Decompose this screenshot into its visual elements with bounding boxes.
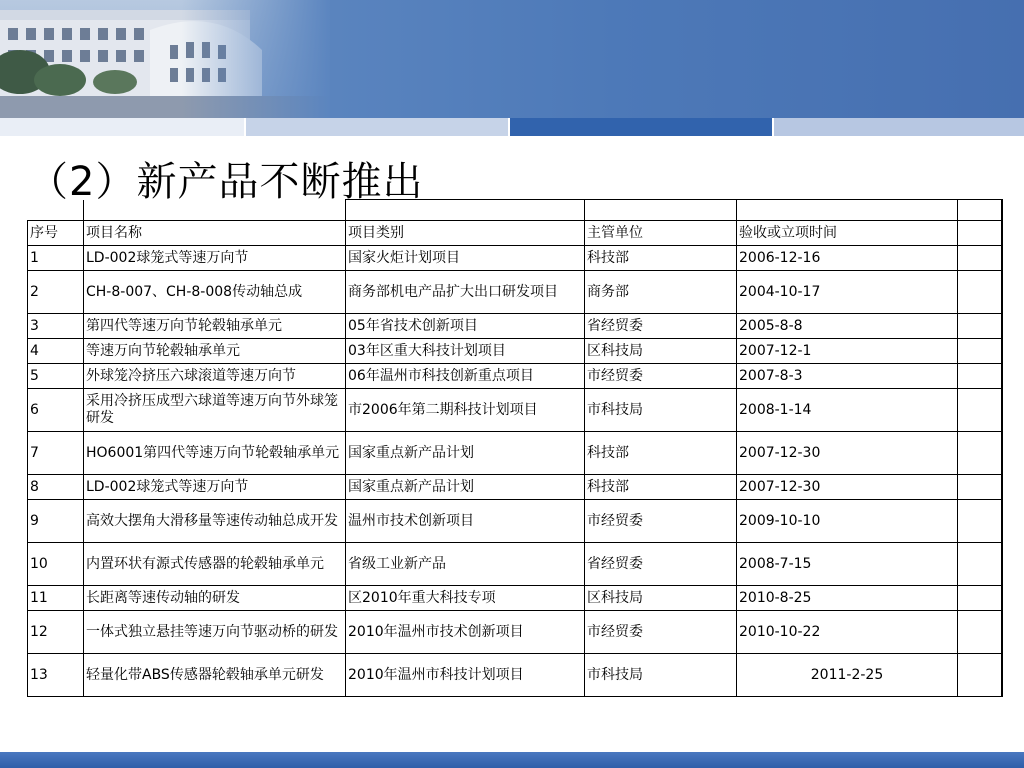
cell-date: 2006-12-16 <box>737 246 958 271</box>
table-row <box>28 654 1002 697</box>
cell-extra <box>958 271 1002 314</box>
cell-extra <box>958 246 1002 271</box>
cell-category: 国家火炬计划项目 <box>346 246 585 271</box>
table-row <box>28 543 1002 586</box>
table-cell <box>737 200 958 221</box>
cell-category: 区2010年重大科技专项 <box>346 586 585 611</box>
header-cell-name: 项目名称 <box>84 221 346 246</box>
cell-index: 7 <box>28 432 84 475</box>
cell-date: 2008-1-14 <box>737 389 958 432</box>
cell-extra <box>958 611 1002 654</box>
cell-date: 2005-8-8 <box>737 314 958 339</box>
cell-date: 2007-8-3 <box>737 364 958 389</box>
cell-category: 06年温州市科技创新重点项目 <box>346 364 585 389</box>
cell-name: 采用冷挤压成型六球道等速万向节外球笼研发 <box>84 389 346 432</box>
table-row <box>28 586 1002 611</box>
cell-date: 2011-2-25 <box>737 654 958 697</box>
cell-index: 12 <box>28 611 84 654</box>
band-segment <box>0 118 244 136</box>
cell-department: 区科技局 <box>585 339 737 364</box>
cell-extra <box>958 339 1002 364</box>
table-cell <box>585 200 737 221</box>
cell-index: 8 <box>28 475 84 500</box>
cell-department: 市经贸委 <box>585 611 737 654</box>
cell-date: 2010-8-25 <box>737 586 958 611</box>
table-cell <box>346 200 585 221</box>
cell-name: 外球笼冷挤压六球滚道等速万向节 <box>84 364 346 389</box>
cell-extra <box>958 389 1002 432</box>
cell-extra <box>958 654 1002 697</box>
cell-name: LD-002球笼式等速万向节 <box>84 475 346 500</box>
cell-department: 区科技局 <box>585 586 737 611</box>
header-divider-band <box>0 118 1024 136</box>
cell-extra <box>958 543 1002 586</box>
cell-department: 市科技局 <box>585 654 737 697</box>
cell-department: 科技部 <box>585 432 737 475</box>
cell-category: 省级工业新产品 <box>346 543 585 586</box>
cell-date: 2007-12-1 <box>737 339 958 364</box>
cell-date: 2008-7-15 <box>737 543 958 586</box>
cell-date: 2007-12-30 <box>737 432 958 475</box>
table-row <box>28 389 1002 432</box>
table-row <box>28 432 1002 475</box>
cell-name: 内置环状有源式传感器的轮毂轴承单元 <box>84 543 346 586</box>
header-cell-category: 项目类别 <box>346 221 585 246</box>
cell-name: 一体式独立悬挂等速万向节驱动桥的研发 <box>84 611 346 654</box>
band-segment <box>510 118 772 136</box>
cell-index: 11 <box>28 586 84 611</box>
cell-index: 1 <box>28 246 84 271</box>
band-segment <box>774 118 1024 136</box>
cell-extra <box>958 586 1002 611</box>
cell-name: CH-8-007、CH-8-008传动轴总成 <box>84 271 346 314</box>
table-blank-row <box>28 200 1002 221</box>
cell-index: 6 <box>28 389 84 432</box>
cell-name: 高效大摆角大滑移量等速传动轴总成开发 <box>84 500 346 543</box>
table-row <box>28 339 1002 364</box>
cell-department: 市经贸委 <box>585 364 737 389</box>
header-cell-extra <box>958 221 1002 246</box>
cell-index: 2 <box>28 271 84 314</box>
campus-building-photo <box>0 0 330 118</box>
cell-index: 9 <box>28 500 84 543</box>
cell-category: 05年省技术创新项目 <box>346 314 585 339</box>
cell-name: 长距离等速传动轴的研发 <box>84 586 346 611</box>
header-cell-date: 验收或立项时间 <box>737 221 958 246</box>
cell-category: 温州市技术创新项目 <box>346 500 585 543</box>
cell-name: HO6001第四代等速万向节轮毂轴承单元 <box>84 432 346 475</box>
cell-category: 市2006年第二期科技计划项目 <box>346 389 585 432</box>
cell-date: 2010-10-22 <box>737 611 958 654</box>
cell-category: 2010年温州市科技计划项目 <box>346 654 585 697</box>
table-body <box>28 200 1002 697</box>
cell-category: 国家重点新产品计划 <box>346 475 585 500</box>
table-row <box>28 611 1002 654</box>
cell-department: 商务部 <box>585 271 737 314</box>
table-row <box>28 475 1002 500</box>
cell-department: 科技部 <box>585 475 737 500</box>
cell-index: 5 <box>28 364 84 389</box>
cell-department: 市科技局 <box>585 389 737 432</box>
cell-name: 第四代等速万向节轮毂轴承单元 <box>84 314 346 339</box>
cell-name: 轻量化带ABS传感器轮毂轴承单元研发 <box>84 654 346 697</box>
table-row <box>28 271 1002 314</box>
cell-department: 市经贸委 <box>585 500 737 543</box>
cell-category: 2010年温州市技术创新项目 <box>346 611 585 654</box>
header-cell-index: 序号 <box>28 221 84 246</box>
table-row <box>28 364 1002 389</box>
page-title: （2）新产品不断推出 <box>28 159 424 205</box>
table-cell <box>958 200 1002 221</box>
cell-date: 2007-12-30 <box>737 475 958 500</box>
cell-extra <box>958 500 1002 543</box>
table-cell <box>28 200 84 221</box>
table-cell <box>84 200 346 221</box>
footer-bar <box>0 752 1024 768</box>
band-segment <box>246 118 508 136</box>
header-cell-department: 主管单位 <box>585 221 737 246</box>
cell-extra <box>958 475 1002 500</box>
cell-index: 10 <box>28 543 84 586</box>
cell-category: 03年区重大科技计划项目 <box>346 339 585 364</box>
cell-extra <box>958 314 1002 339</box>
table-header-row <box>28 221 1002 246</box>
cell-category: 商务部机电产品扩大出口研发项目 <box>346 271 585 314</box>
cell-department: 省经贸委 <box>585 314 737 339</box>
cell-date: 2009-10-10 <box>737 500 958 543</box>
projects-table <box>27 199 1003 697</box>
table-row <box>28 500 1002 543</box>
cell-extra <box>958 432 1002 475</box>
cell-index: 4 <box>28 339 84 364</box>
cell-name: 等速万向节轮毂轴承单元 <box>84 339 346 364</box>
cell-category: 国家重点新产品计划 <box>346 432 585 475</box>
cell-index: 3 <box>28 314 84 339</box>
cell-name: LD-002球笼式等速万向节 <box>84 246 346 271</box>
table-row <box>28 314 1002 339</box>
cell-department: 科技部 <box>585 246 737 271</box>
cell-extra <box>958 364 1002 389</box>
cell-date: 2004-10-17 <box>737 271 958 314</box>
cell-department: 省经贸委 <box>585 543 737 586</box>
table-row <box>28 246 1002 271</box>
header-banner <box>0 0 1024 118</box>
cell-index: 13 <box>28 654 84 697</box>
